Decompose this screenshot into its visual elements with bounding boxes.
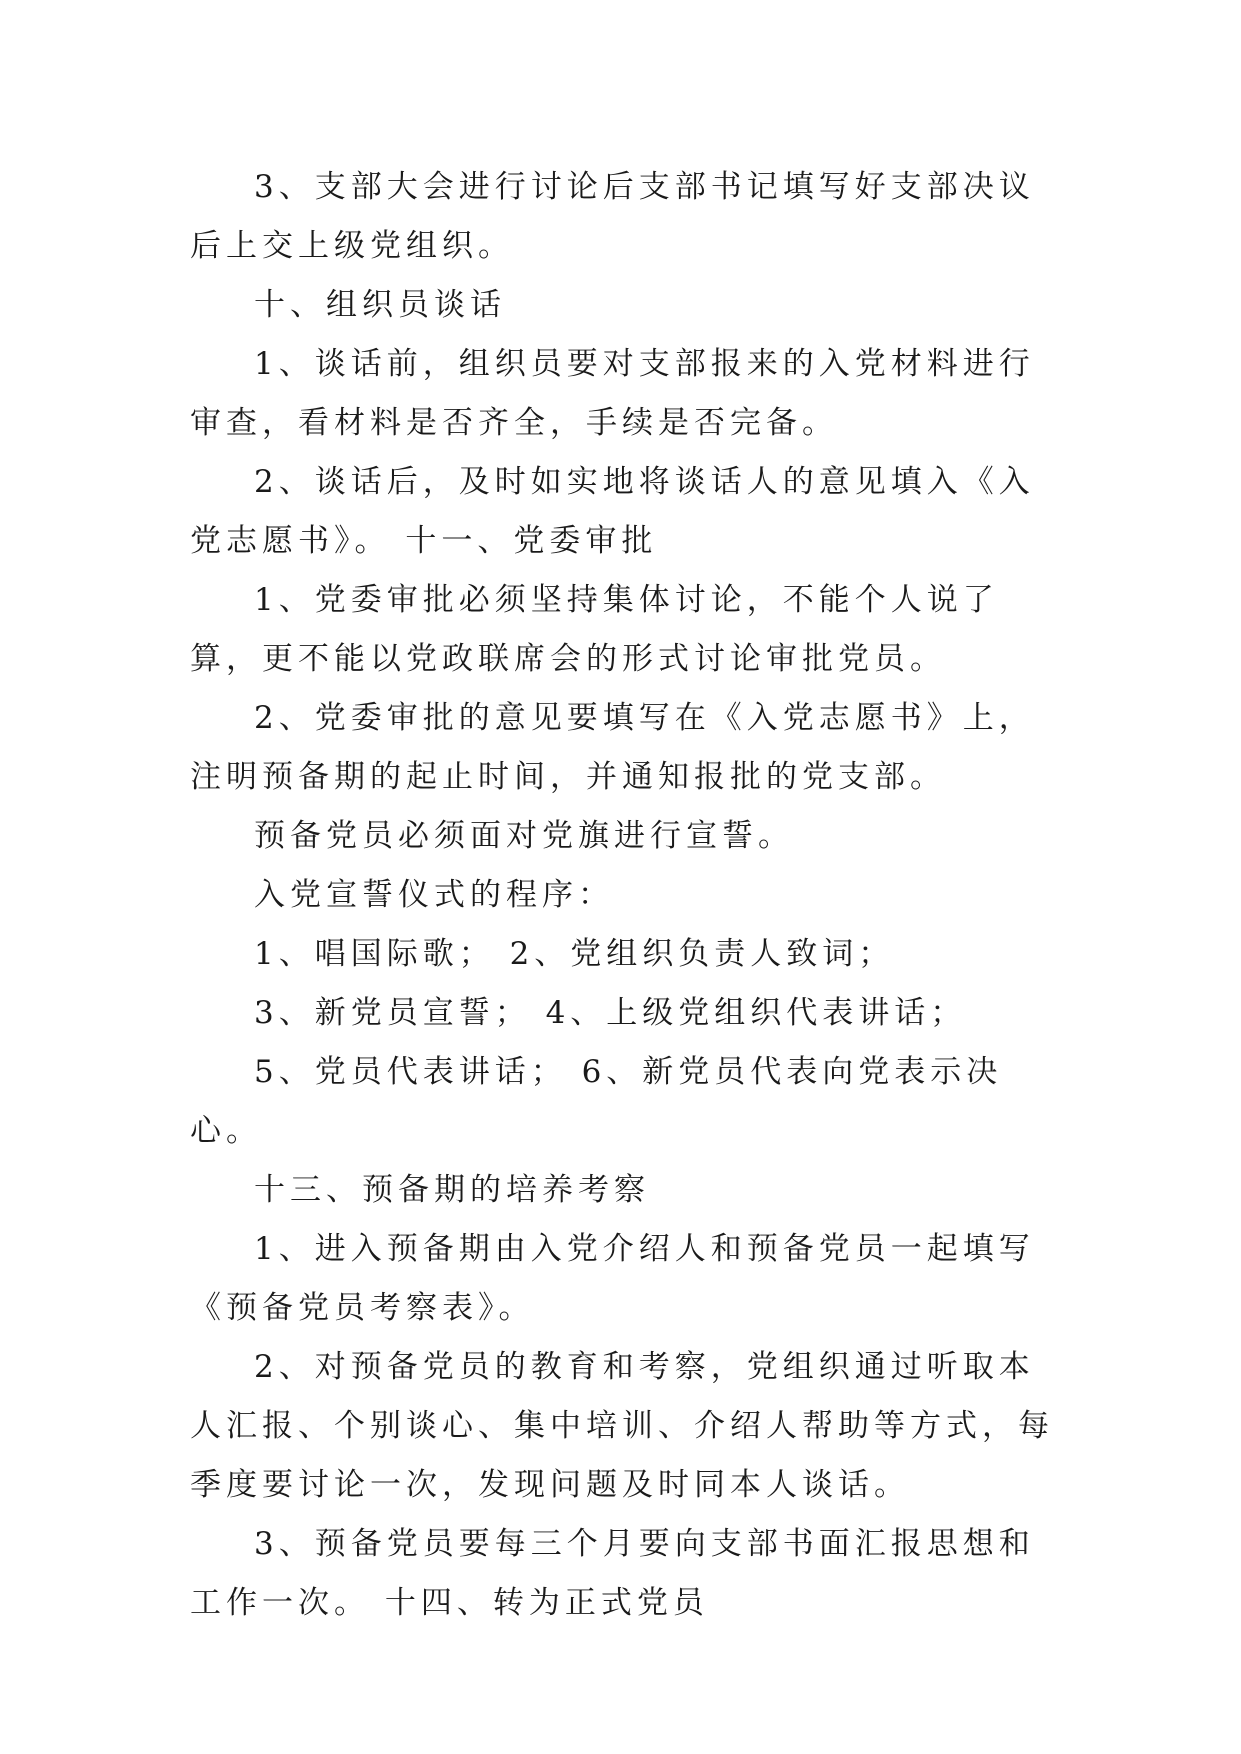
paragraph-committee-discussion: 1、党委审批必须坚持集体讨论，不能个人说了算，更不能以党政联席会的形式讨论审批党员。	[190, 582, 999, 677]
procedure-line-3: 5、党员代表讲话； 6、新党员代表向党表示决心。	[190, 1054, 1003, 1149]
procedure-line-2: 3、新党员宣誓； 4、上级党组织代表讲话；	[254, 995, 967, 1031]
paragraph-probation-education: 2、对预备党员的教育和考察，党组织通过听取本人汇报、个别谈心、集中培训、介绍人帮助等方式，每季度要讨论一次，发现问题及时同本人谈话。	[190, 1349, 1054, 1503]
paragraph-committee-opinion: 2、党委审批的意见要填写在《入党志愿书》上，注明预备期的起止时间，并通知报批的党支部。	[190, 700, 1035, 795]
paragraph-oath-requirement: 预备党员必须面对党旗进行宣誓。	[254, 818, 794, 854]
heading-oath-procedure: 入党宣誓仪式的程序：	[254, 877, 614, 913]
document-body	[190, 158, 1060, 1633]
heading-organizer-interview: 十、组织员谈话	[254, 287, 506, 323]
paragraph-probation-form: 1、进入预备期由入党介绍人和预备党员一起填写《预备党员考察表》。	[190, 1231, 1035, 1326]
paragraph-after-interview: 2、谈话后，及时如实地将谈话人的意见填入《入党志愿书》。 十一、党委审批	[190, 464, 1035, 559]
paragraph-before-interview: 1、谈话前，组织员要对支部报来的入党材料进行审查，看材料是否齐全，手续是否完备。	[190, 346, 1035, 441]
paragraph-branch-resolution: 3、支部大会进行讨论后支部书记填写好支部决议后上交上级党组织。	[190, 169, 1035, 264]
procedure-line-1: 1、唱国际歌； 2、党组织负责人致词；	[254, 936, 895, 972]
heading-probation-training: 十三、预备期的培养考察	[254, 1172, 650, 1208]
paragraph-probation-report: 3、预备党员要每三个月要向支部书面汇报思想和工作一次。 十四、转为正式党员	[190, 1526, 1035, 1621]
